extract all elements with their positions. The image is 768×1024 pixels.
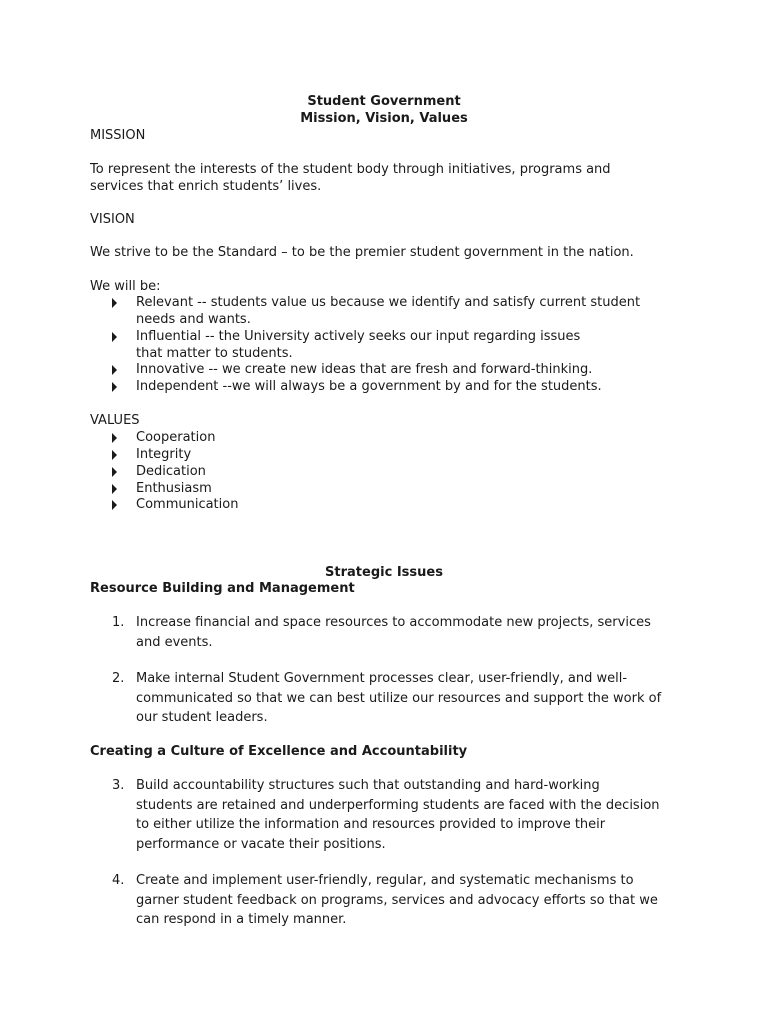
item-number: 3. bbox=[112, 778, 125, 793]
vision-bullet-text: Influential -- the University actively seeks our input regarding issues that matter to students. bbox=[136, 329, 581, 361]
vision-text: We strive to be the Standard – to be the premier student government in the nation. bbox=[90, 245, 634, 260]
item-text: Make internal Student Government processes clear, user-friendly, and well- communicated so that we can best utilize our resources and support the work of our student leaders. bbox=[136, 671, 662, 725]
bullet-arrow-icon bbox=[112, 500, 117, 510]
bullet-arrow-icon bbox=[112, 450, 117, 460]
values-bullet-text: Cooperation bbox=[136, 430, 216, 445]
mission-heading: MISSION bbox=[90, 128, 146, 143]
item-text: Increase financial and space resources to accommodate new projects, services and events. bbox=[136, 615, 651, 650]
bullet-arrow-icon bbox=[112, 365, 117, 375]
bullet-arrow-icon bbox=[112, 484, 117, 494]
item-number: 1. bbox=[112, 615, 125, 630]
values-bullet-text: Enthusiasm bbox=[136, 481, 212, 496]
section-heading-culture: Creating a Culture of Excellence and Accountability bbox=[90, 744, 468, 759]
document-title: Student Government bbox=[307, 94, 461, 109]
values-bullet-text: Integrity bbox=[136, 447, 192, 462]
document-subtitle: Mission, Vision, Values bbox=[300, 111, 468, 126]
section-heading-resource: Resource Building and Management bbox=[90, 581, 355, 596]
bullet-arrow-icon bbox=[112, 433, 117, 443]
strategic-issues-title: Strategic Issues bbox=[325, 565, 443, 580]
vision-heading: VISION bbox=[90, 212, 135, 227]
we-will-be-label: We will be: bbox=[90, 279, 161, 294]
values-bullet-text: Dedication bbox=[136, 464, 206, 479]
vision-bullet-text: Relevant -- students value us because we identify and satisfy current student needs and wants. bbox=[136, 295, 641, 327]
vision-bullet-text: Innovative -- we create new ideas that are fresh and forward-thinking. bbox=[136, 362, 593, 377]
values-heading: VALUES bbox=[90, 413, 140, 428]
item-text: Create and implement user-friendly, regular, and systematic mechanisms to garner student feedback on programs, services and advocacy efforts so that we can respond in a timely manner. bbox=[136, 873, 658, 927]
bullet-arrow-icon bbox=[112, 298, 117, 308]
bullet-arrow-icon bbox=[112, 382, 117, 392]
vision-bullet-text: Independent --we will always be a government by and for the students. bbox=[136, 379, 602, 394]
bullet-arrow-icon bbox=[112, 467, 117, 477]
item-text: Build accountability structures such that outstanding and hard-working students are retained and underperforming students are faced with the decision to either utilize the information and resources provided to improve their performance or vacate their positions. bbox=[136, 778, 660, 852]
item-number: 4. bbox=[112, 873, 125, 888]
bullet-arrow-icon bbox=[112, 332, 117, 342]
mission-text: To represent the interests of the student body through initiatives, programs and services that enrich students’ lives. bbox=[90, 162, 611, 194]
values-bullet-text: Communication bbox=[136, 497, 239, 512]
item-number: 2. bbox=[112, 671, 125, 686]
